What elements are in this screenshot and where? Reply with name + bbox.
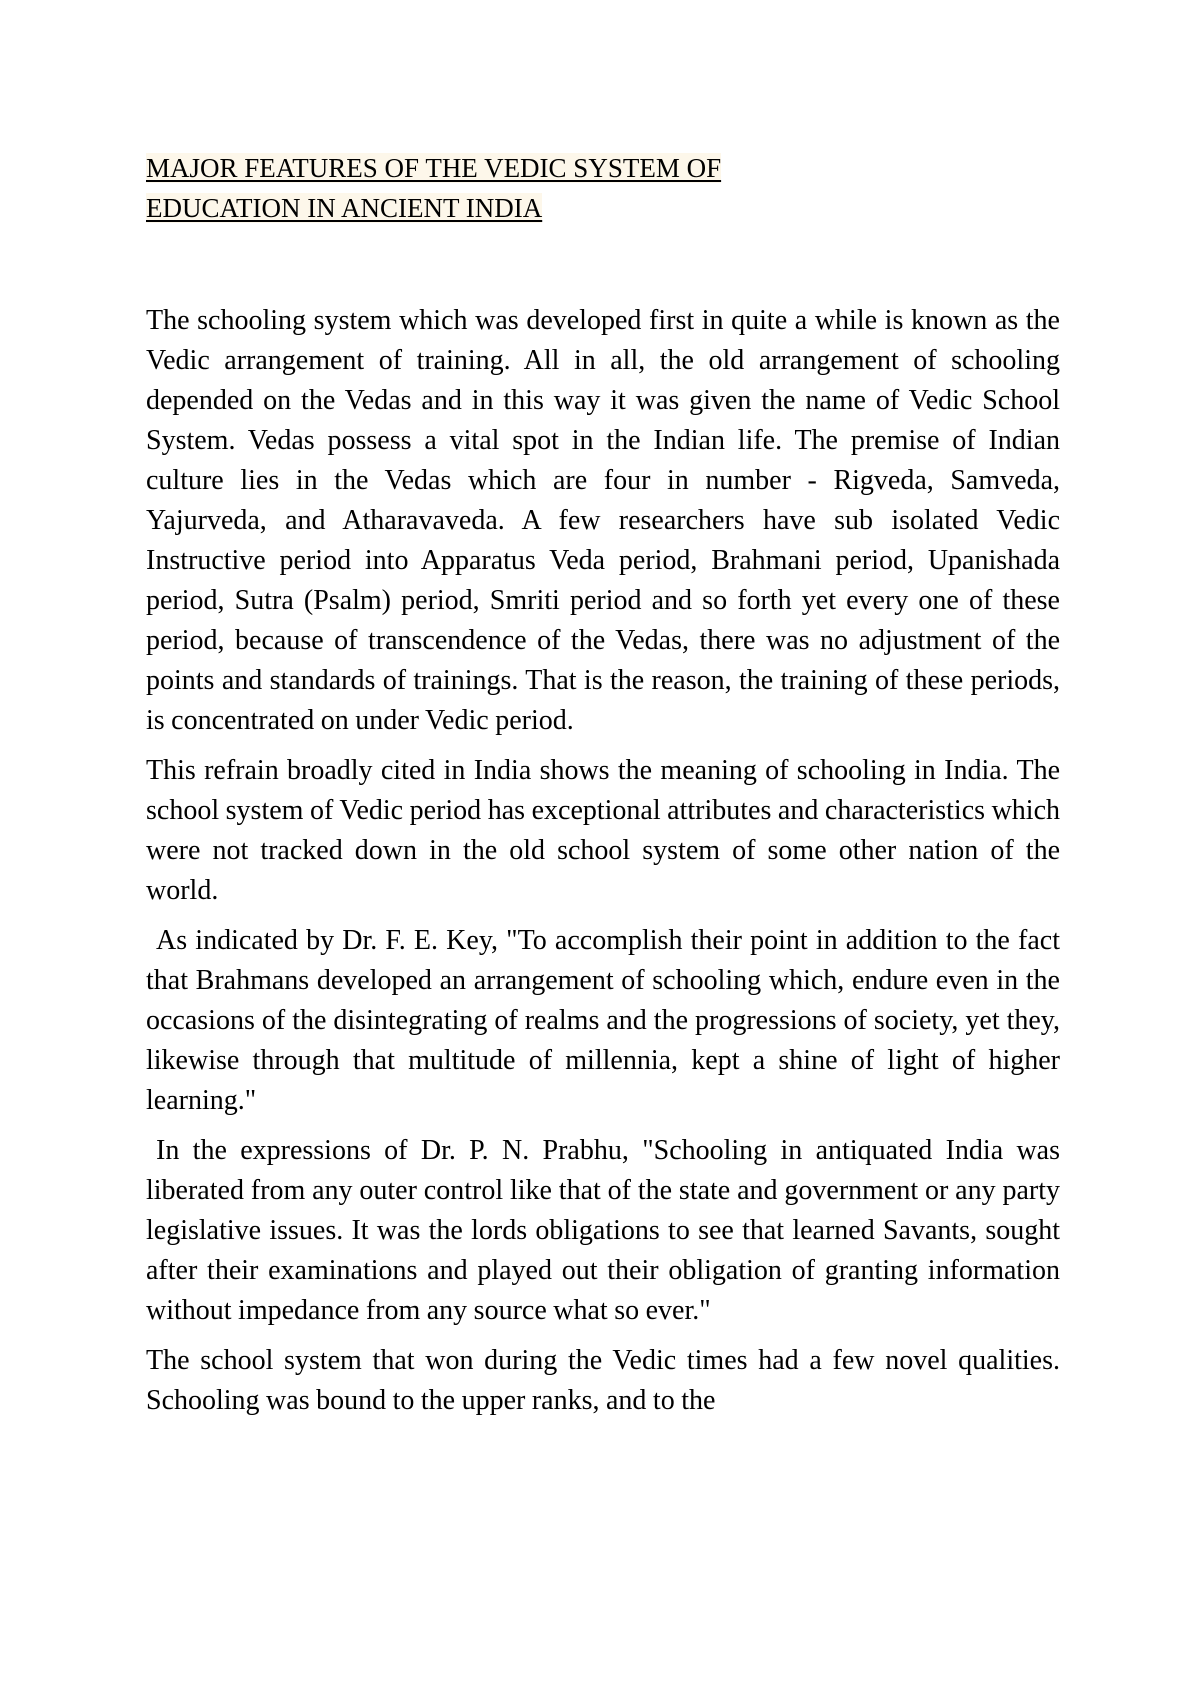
paragraph-5: The school system that won during the Vedic times had a few novel qualities. Schooling was bound to the upper ranks, and to the	[146, 1345, 1060, 1416]
paragraph-2: This refrain broadly cited in India shows the meaning of schooling in India. The school system of Vedic period has exceptional attributes and characteristics which were not tracked down in the old school system of some other nation of the world.	[146, 755, 1060, 906]
document-body	[146, 148, 1060, 1431]
paragraph-1: The schooling system which was developed first in quite a while is known as the Vedic arrangement of training. All in all, the old arrangement of schooling depended on the Vedas and in this way it was given the name of Vedic School System. Vedas possess a vital spot in the Indian life. The premise of Indian culture lies in the Vedas which are four in number - Rigveda, Samveda, Yajurveda, and Atharavaveda. A few researchers have sub isolated Vedic Instructive period into Apparatus Veda period, Brahmani period, Upanishada period, Sutra (Psalm) period, Smriti period and so forth yet every one of these period, because of transcendence of the Vedas, there was no adjustment of the points and standards of trainings. That is the reason, the training of these periods, is concentrated on under Vedic period.	[146, 305, 1060, 736]
paragraph-3: As indicated by Dr. F. E. Key, "To accomplish their point in addition to the fact that Brahmans developed an arrangement of schooling which, endure even in the occasions of the disintegrating of realms and the progressions of society, yet they, likewise through that multitude of millennia, kept a shine of light of higher learning."	[146, 925, 1060, 1116]
title-spacing	[146, 228, 1060, 301]
paragraph-4: In the expressions of Dr. P. N. Prabhu, "Schooling in antiquated India was liberated from any outer control like that of the state and government or any party legislative issues. It was the lords obligations to see that learned Savants, sought after their examinations and played out their obligation of granting information without impedance from any source what so ever."	[146, 1135, 1060, 1326]
document-title	[146, 148, 1060, 228]
title-line-2: EDUCATION IN ANCIENT INDIA	[146, 193, 543, 223]
title-line-1: MAJOR FEATURES OF THE VEDIC SYSTEM OF	[146, 153, 722, 183]
